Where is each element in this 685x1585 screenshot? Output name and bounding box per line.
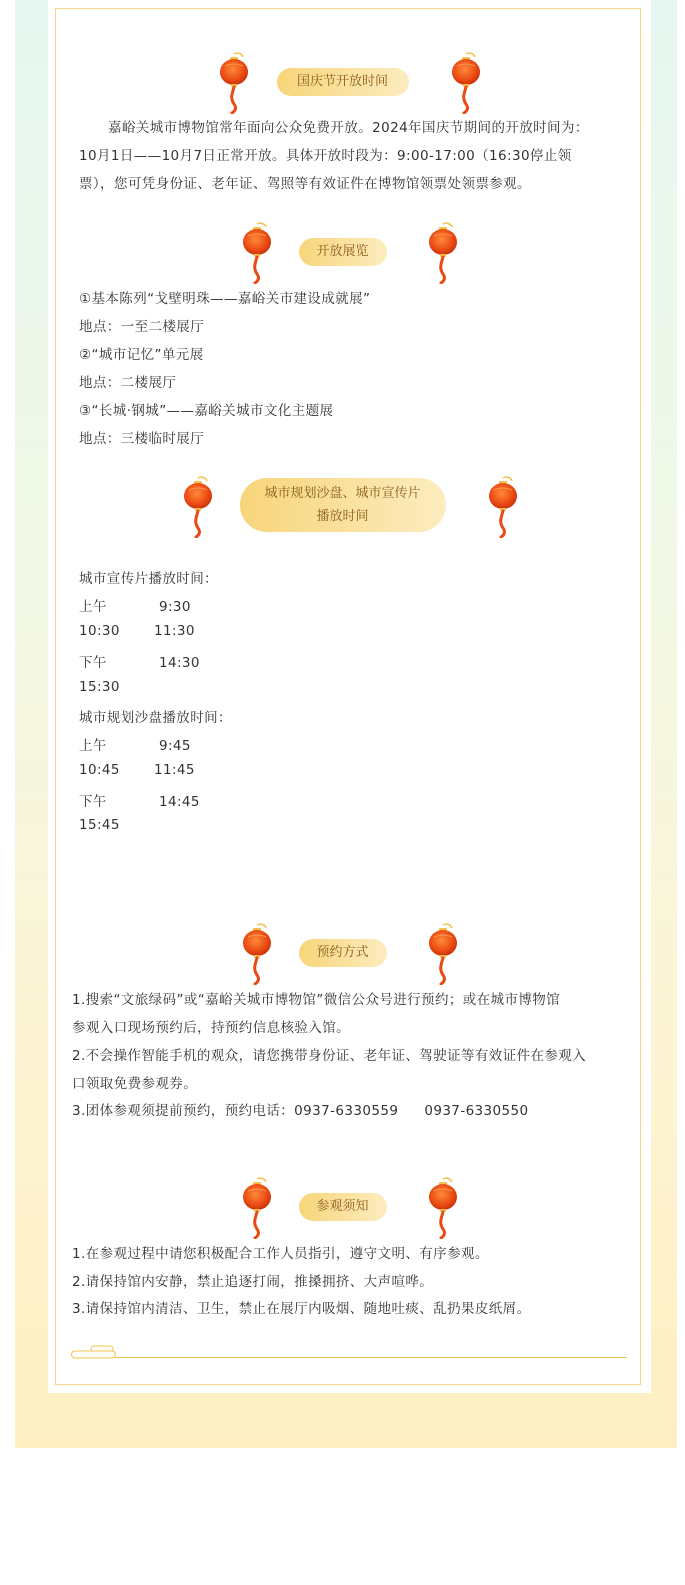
section-title-screening — [0, 474, 685, 538]
exhibit-line: 地点：三楼临时展厅 — [79, 431, 205, 447]
schedule-row: 下午 14:30 — [79, 655, 200, 671]
hours-line-2: 10月1日——10月7日正常开放。具体开放时段为：9:00-17:00（16:30停止领 — [79, 148, 572, 164]
lantern-icon — [485, 476, 521, 538]
section-title-exhibits — [0, 222, 685, 282]
schedule-row: 15:30 — [79, 679, 120, 695]
decorative-footer-bar — [71, 1345, 627, 1361]
schedule-row: 上午 9:45 — [79, 738, 191, 754]
screening-title-line-1: 城市规划沙盘、城市宣传片 — [264, 486, 421, 501]
booking-phone-line: 3.团体参观须提前预约，预约电话：0937-6330559 0937-6330550 — [72, 1103, 529, 1119]
lantern-icon — [239, 1177, 275, 1239]
lantern-icon — [425, 222, 461, 284]
booking-line: 2.不会操作智能手机的观众，请您携带身份证、老年证、驾驶证等有效证件在参观入 — [72, 1048, 587, 1064]
lantern-icon — [180, 476, 216, 538]
exhibit-line: ②“城市记忆”单元展 — [79, 347, 204, 363]
schedule-row: 下午 14:45 — [79, 794, 200, 810]
schedule-row: 10:30 11:30 — [79, 623, 195, 639]
screening-title — [240, 478, 446, 532]
notice-line: 3.请保持馆内清洁、卫生，禁止在展厅内吸烟、随地吐痰、乱扔果皮纸屑。 — [72, 1301, 531, 1317]
exhibit-line: 地点：一至二楼展厅 — [79, 319, 205, 335]
schedule-row: 上午 9:30 — [79, 599, 191, 615]
schedule-row: 10:45 11:45 — [79, 762, 195, 778]
notice-title: 参观须知 — [299, 1193, 387, 1221]
hours-title: 国庆节开放时间 — [277, 68, 409, 96]
lantern-icon — [425, 1177, 461, 1239]
section-title-booking — [0, 923, 685, 983]
lantern-icon — [425, 923, 461, 985]
sand-heading: 城市规划沙盘播放时间： — [79, 710, 232, 726]
lantern-icon — [216, 52, 252, 114]
screening-title-line-2: 播放时间 — [316, 509, 369, 524]
booking-line: 参观入口现场预约后，持预约信息核验入馆。 — [72, 1020, 350, 1036]
hours-line-1: 嘉峪关城市博物馆常年面向公众免费开放。2024年国庆节期间的开放时间为： — [108, 120, 589, 136]
exhibit-line: 地点：二楼展厅 — [79, 375, 177, 391]
exhibits-title: 开放展览 — [299, 238, 387, 266]
section-title-hours — [0, 52, 685, 112]
booking-line: 1.搜索“文旅绿码”或“嘉峪关城市博物馆”微信公众号进行预约；或在城市博物馆 — [72, 992, 561, 1008]
booking-title: 预约方式 — [299, 939, 387, 967]
notice-line: 1.在参观过程中请您积极配合工作人员指引，遵守文明、有序参观。 — [72, 1246, 489, 1262]
lantern-icon — [448, 52, 484, 114]
notice-line: 2.请保持馆内安静，禁止追逐打闹，推搡拥挤、大声喧哗。 — [72, 1274, 434, 1290]
film-heading: 城市宣传片播放时间： — [79, 571, 218, 587]
lantern-icon — [239, 923, 275, 985]
exhibit-line: ③“长城·钢城”——嘉峪关城市文化主题展 — [79, 403, 334, 419]
booking-line: 口领取免费参观券。 — [72, 1076, 198, 1092]
hours-line-3: 票），您可凭身份证、老年证、驾照等有效证件在博物馆领票处领票参观。 — [79, 176, 531, 192]
schedule-row: 15:45 — [79, 817, 120, 833]
section-title-notice — [0, 1177, 685, 1237]
exhibit-line: ①基本陈列“戈壁明珠——嘉峪关市建设成就展” — [79, 291, 371, 307]
lantern-icon — [239, 222, 275, 284]
